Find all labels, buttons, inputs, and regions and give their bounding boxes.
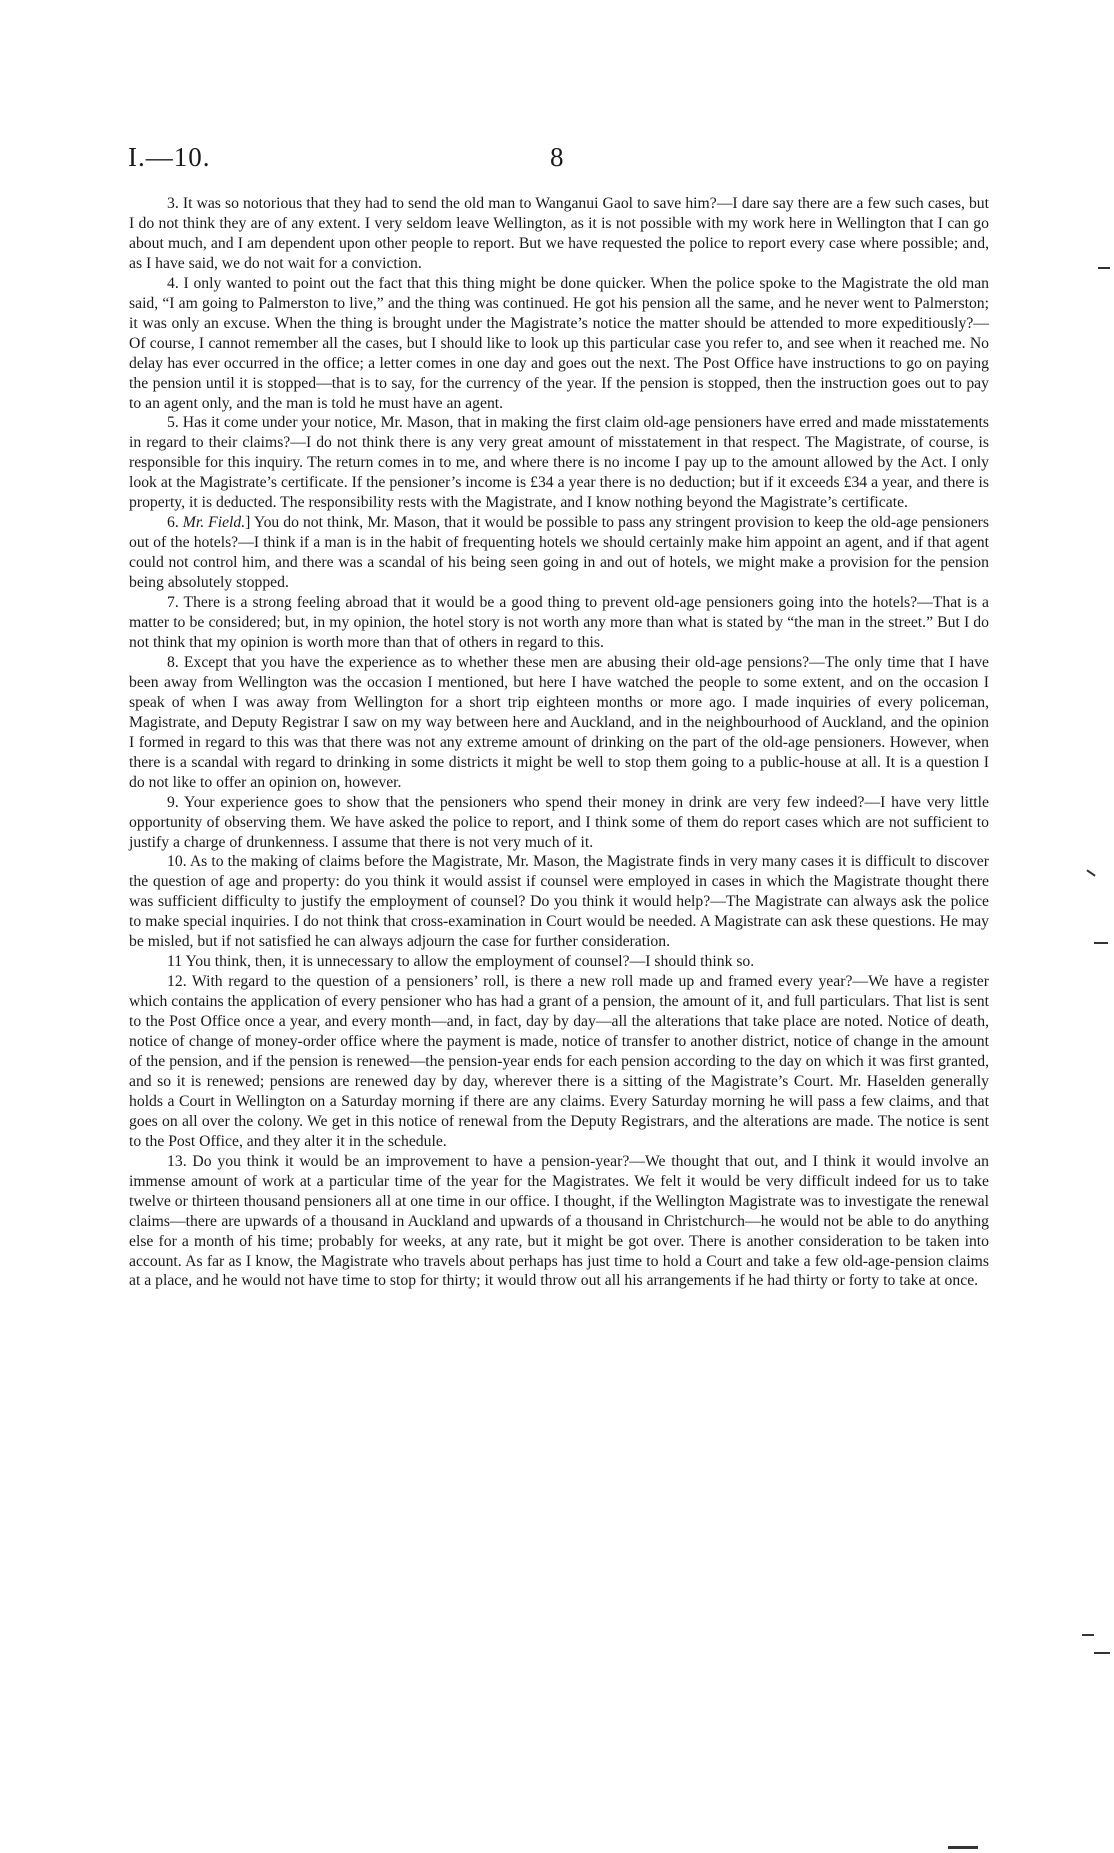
paragraph-12: 12. With regard to the question of a pensioners’ roll, is there a new roll made up and framed every year?—We have a register which contains the application of every pensioner who has had a grant of a pension, the amount of it, and full particulars. That list is sent to the Post Office once a year, and every month—and, in fact, day by day—all the alterations that take place are noted. Notice of death, notice of change of money-order office where the payment is made, notice of transfer to another district, notice of change in the amount of the pension, and if the pension is renewed—the pension-year ends for each pension according to the day on which it was first granted, and so it is renewed; pensions are renewed day by day, wherever there is a sitting of the Magistrate’s Court. Mr. Haselden generally holds a Court in Wellington on a Saturday morning if there are any claims. Every Saturday morning he will pass a few claims, and that goes on all over the colony. We get in this notice of renewal from the Deputy Registrars, and the alterations are made. The notice is sent to the Post Office, and they alter it in the schedule. [129,973,989,1150]
margin-scan-mark [948,1846,978,1849]
margin-scan-mark [1094,1652,1110,1654]
document-reference: I.—10. [128,142,211,172]
paragraph-13: 13. Do you think it would be an improvement to have a pension-year?—We thought that out, and I think it would involve an immense amount of work at a particular time of the year for the Magistrates. We felt it would be very difficult indeed for us to take twelve or thirteen thousand pensioners all at one time in our office. I thought, if the Wellington Magistrate was to investigate the renewal claims—there are upwards of a thousand in Auckland and upwards of a thousand in Christchurch—he would not be able to do anything else for a month of his time; probably for weeks, at any rate, but it might be got over. There is another consideration to be taken into account. As far as I know, the Magistrate who travels about perhaps has just time to hold a Court and take a few old-age-pension claims at a place, and he would not have time to stop for thirty; it would throw out all his arrangements if he had thirty or forty to take at once. [129,1152,989,1290]
paragraph-9: 9. Your experience goes to show that the pensioners who spend their money in drink are very few indeed?—I have very little opportunity of observing them. We have asked the police to report, and I think some of them do report cases which are not sufficient to justify a charge of drunkenness. I assume that there is not very much of it. [129,793,989,851]
paragraph-10: 10. As to the making of claims before the Magistrate, Mr. Mason, the Magistrate finds in very many cases it is difficult to discover the question of age and property: do you think it would assist if counsel were employed in cases in which the Magistrate thought there was sufficient difficulty to justify the employment of counsel? Do you think it would help?—The Magistrate can always ask the police to make special inquiries. I do not think that cross-examination in Court would be needed. A Magistrate can ask these questions. He may be misled, but if not satisfied he can always adjourn the case for further consideration. [129,853,989,951]
margin-scan-mark [1082,1634,1094,1636]
page-number: 8 [550,142,564,172]
paragraph-7: 7. There is a strong feeling abroad that it would be a good thing to prevent old-age pensioners going into the hotels?—That is a matter to be considered; but, in my opinion, the hotel story is not worth any more than what is stated by “the man in the street.” But I do not think that my opinion is worth more than that of others in regard to this. [129,594,989,651]
margin-scan-mark [1086,869,1095,876]
paragraph-8: 8. Except that you have the experience as to whether these men are abusing their old-age pensions?—The only time that I have been away from Wellington was the occasion I mentioned, but here I have watched the people to some extent, and on the occasion I speak of when I was away from Wellington for a short trip eighteen months or more ago. I made inquiries of every policeman, Magistrate, and Deputy Registrar I saw on my way between here and Auckland, and in the neighbourhood of Auckland, and the opinion I formed in regard to this was that there was not any extreme amount of drinking on the part of the old-age pensioners. However, when there is a scandal with regard to drinking in some districts it might be well to stop them going to a public-house at all. It is a question I do not like to offer an opinion on, however. [129,653,989,791]
paragraph-5: 5. Has it come under your notice, Mr. Mason, that in making the first claim old-age pensioners have erred and made misstatements in regard to their claims?—I do not think there is any very great amount of misstatement in that respect. The Magistrate, of course, is responsible for this inquiry. The return comes in to me, and where there is no income I pay up to the amount allowed by the Act. I only look at the Magistrate’s certificate. If the pensioner’s income is £34 a year there is no deduction; but if it exceeds £34 a year, and there is property, it is deducted. The responsibility rests with the Magistrate, and I know nothing beyond the Magistrate’s certificate. [129,414,989,512]
paragraph-3: 3. It was so notorious that they had to send the old man to Wanganui Gaol to save him?—I dare say there are a few such cases, but I do not think they are of any extent. I very seldom leave Wellington, as it is not possible with my work here in Wellington that I can go about much, and I am dependent upon other people to report. But we have requested the police to report every case where possible; and, as I have said, we do not wait for a conviction. [129,195,989,272]
paragraph-4: 4. I only wanted to point out the fact that this thing might be done quicker. When the police spoke to the Magistrate the old man said, “I am going to Palmerston to live,” and the thing was continued. He got his pension all the same, and he never went to Palmerston; it was only an excuse. When the thing is brought under the Magistrate’s notice the matter should be attended to more expeditiously?—Of course, I cannot remember all the cases, but I should like to look up this particular case you refer to, and see when it reached me. No delay has ever occurred in the office; a letter comes in one day and goes out the next. The Post Office have instructions to go on paying the pension until it is stopped—that is to say, for the currency of the year. If the pension is stopped, then the instruction goes out to pay to an agent only, and the man is told he must have an agent. [129,274,989,412]
margin-scan-mark [1098,267,1110,269]
paragraph-6: 6. Mr. Field.] You do not think, Mr. Mason, that it would be possible to pass any stringent provision to keep the old-age pensioners out of the hotels?—I think if a man is in the habit of frequenting hotels we should certainly make him appoint an agent, and if that agent could not control him, and there was a scandal of his being seen going in and out of hotels, we might make a provision for the pension being absolutely stopped. [129,514,989,592]
speaker-name: Mr. Field. [182,514,246,532]
paragraph-11: 11 You think, then, it is unnecessary to allow the employment of counsel?—I should think so. [167,953,755,971]
document-body [129,194,989,1291]
page-header [128,142,988,182]
margin-scan-mark [1094,942,1108,944]
